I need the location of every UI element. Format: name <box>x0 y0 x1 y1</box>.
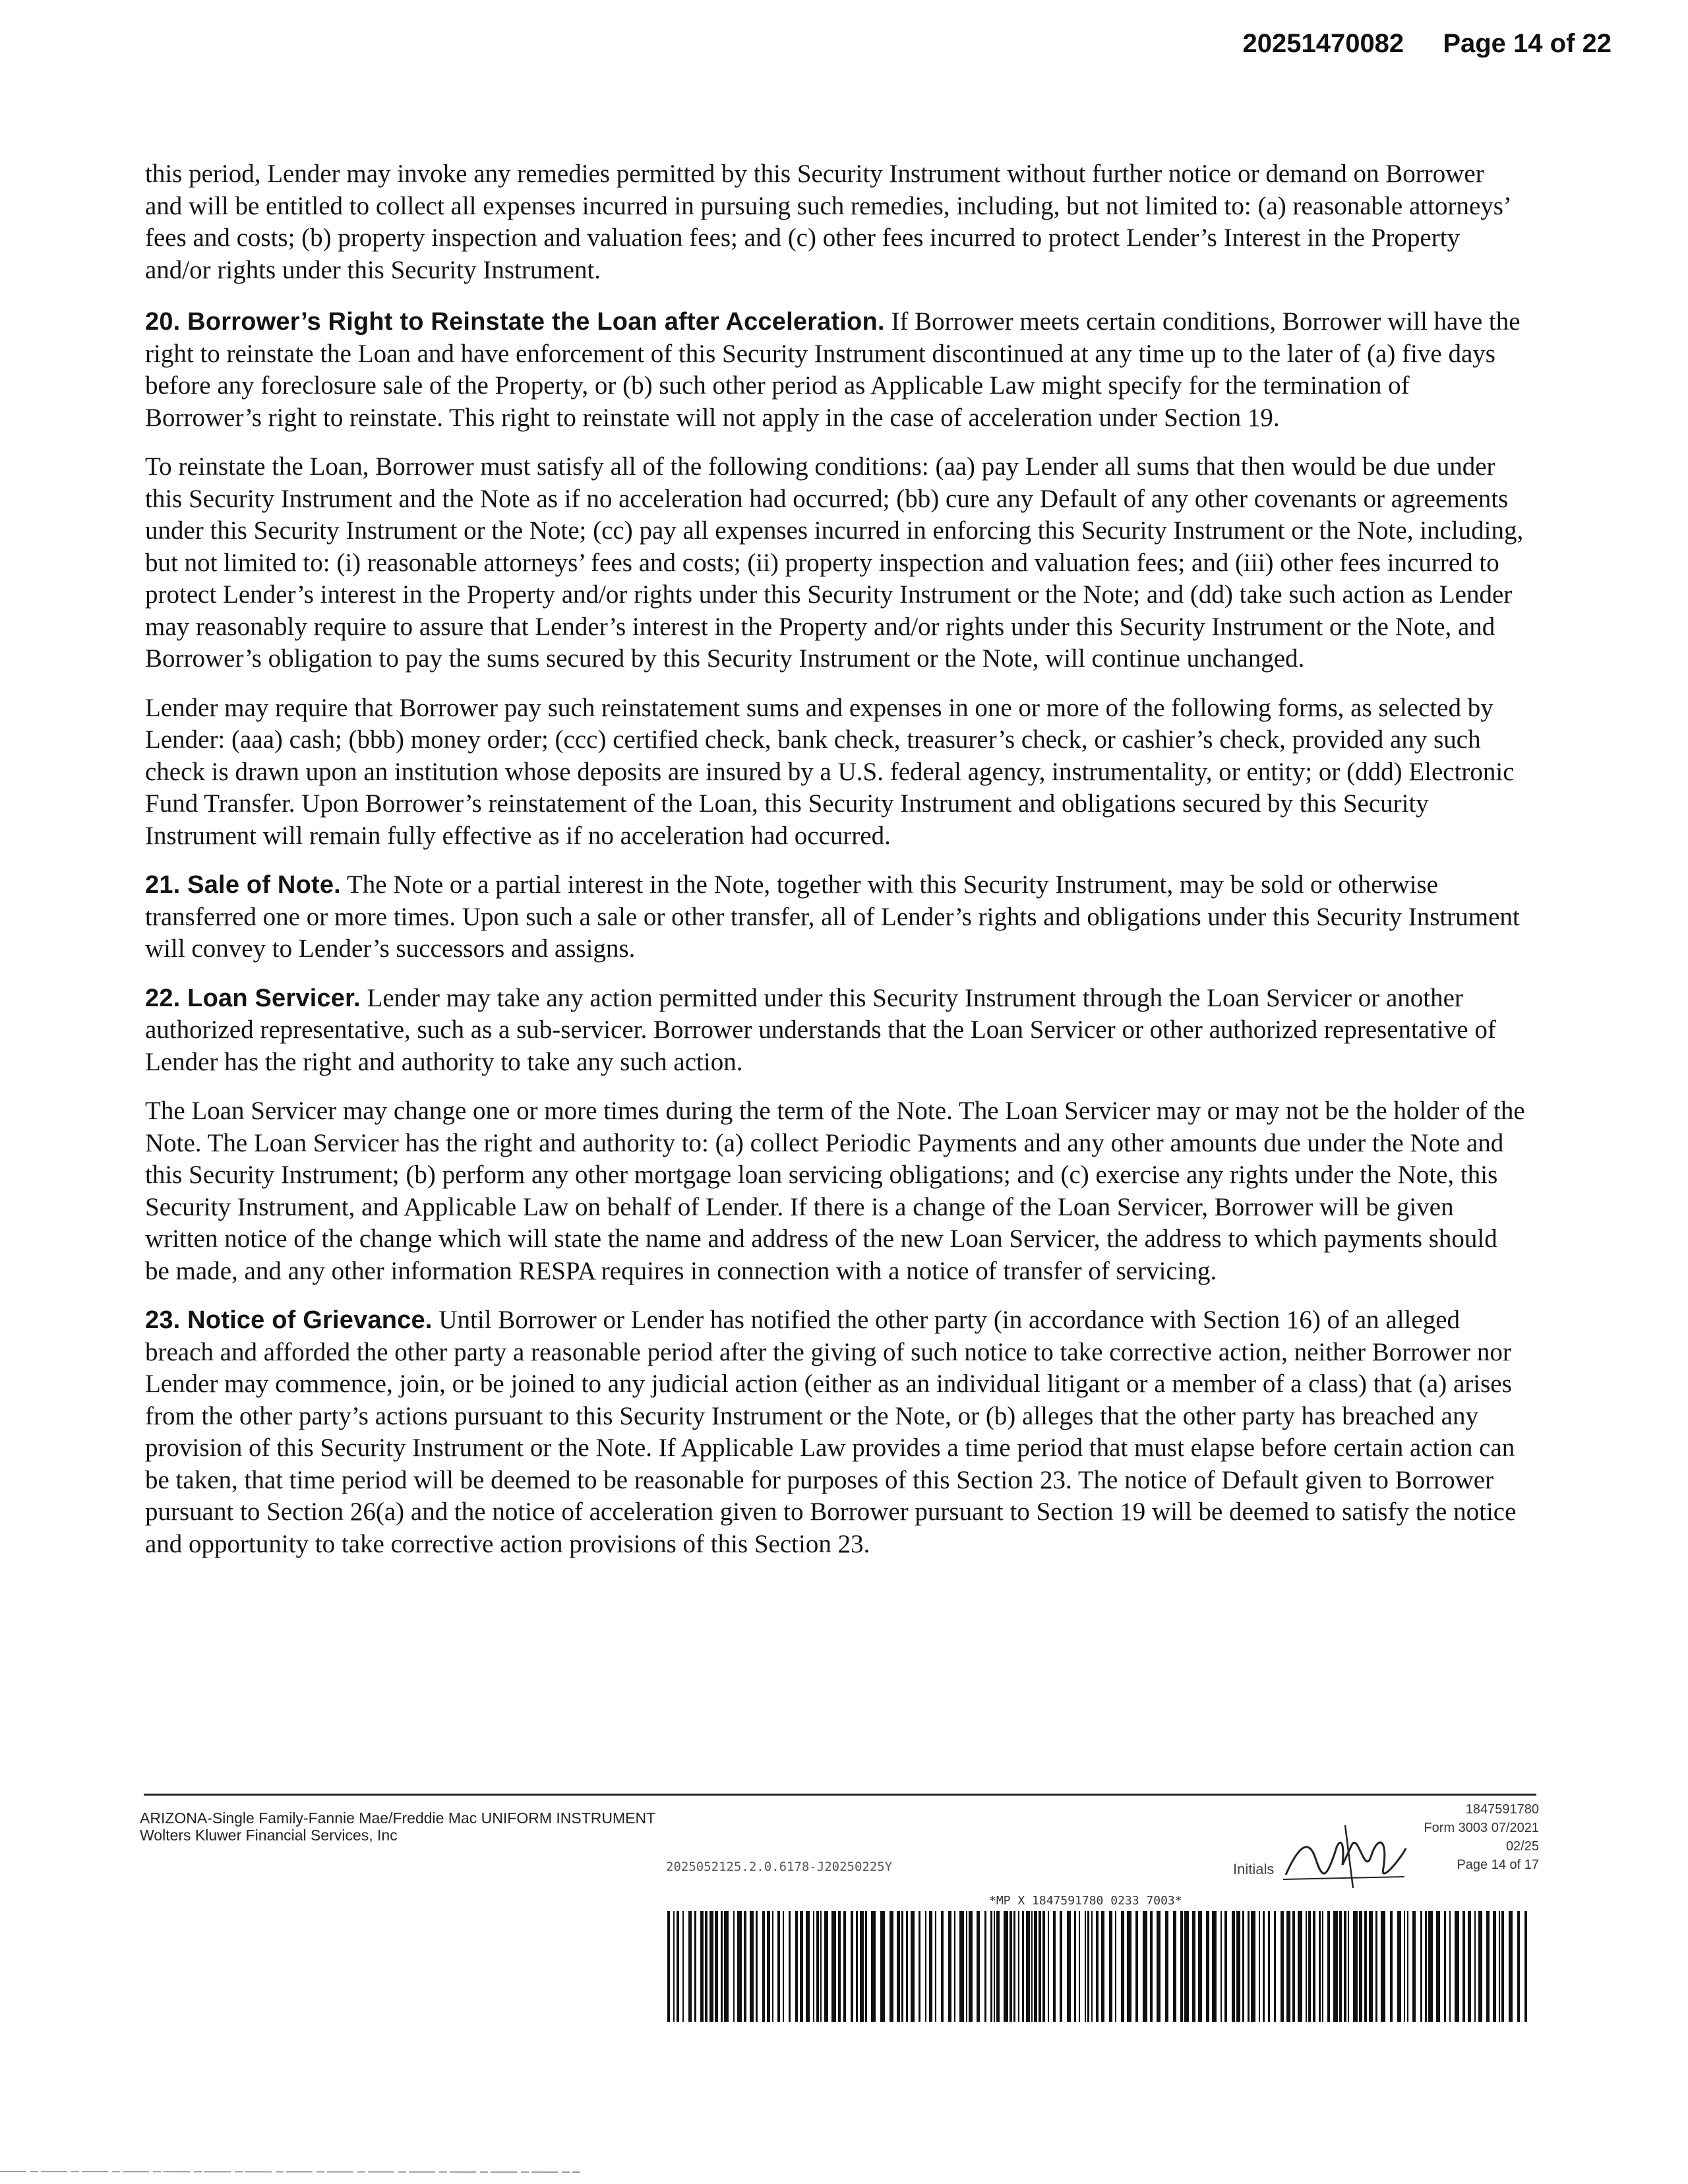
document-body <box>145 158 1527 1577</box>
scan-artifact <box>0 2169 593 2175</box>
publisher-name: Wolters Kluwer Financial Services, Inc <box>140 1827 398 1844</box>
section-21-heading: 21. Sale of Note. <box>145 871 341 899</box>
section-21-text: The Note or a partial interest in the Note, together with this Security Instrument, may be sold or otherwise transferred one or more times. Upon such a sale or other transfer, all of Lender’s rights and obligations under this Security Instrument will convey to Lender’s successors and assigns. <box>145 870 1520 963</box>
section-23-text: Until Borrower or Lender has notified the other party (in accordance with Section 16) of an alleged breach and afforded the other party a reasonable period after the giving of such notice to take corrective action, neither Borrower nor Lender may commence, join, or be joined to any judicial action (either as an individual litigant or a member of a class) that (a) arises from the other party’s actions pursuant to this Security Instrument or the Note, or (b) alleges that the other party has breached any provision of this Security Instrument or the Note. If Applicable Law provides a time period that must elapse before certain action can be taken, that time period will be deemed to be reasonable for purposes of this Section 23. The notice of Default given to Borrower pursuant to Section 26(a) and the notice of acceleration given to Borrower pursuant to Section 19 will be deemed to satisfy the notice and opportunity to take corrective action provisions of this Section 23. <box>145 1306 1517 1558</box>
section-20-paragraph-2: To reinstate the Loan, Borrower must satisfy all of the following conditions: (aa) pay Lender all sums that then would be due under this Security Instrument and the Note as if no acceleration had occurred; (bb) cure any Default of any other covenants or agreements under this Security Instrument or the Note; (cc) pay all expenses incurred in enforcing this Security Instrument or the Note, including, but not limited to: (i) reasonable attorneys’ fees and costs; (ii) property inspection and valuation fees; and (iii) other fees incurred to protect Lender’s interest in the Property and/or rights under this Security Instrument or the Note; and (dd) take such action as Lender may reasonably require to assure that Lender’s interest in the Property and/or rights under this Security Instrument or the Note, and Borrower’s obligation to pay the sums secured by this Security Instrument or the Note, will continue unchanged. <box>145 452 1524 673</box>
form-title: ARIZONA-Single Family-Fannie Mae/Freddie Mac UNIFORM INSTRUMENT <box>140 1809 656 1827</box>
continued-paragraph: this period, Lender may invoke any remedies permitted by this Security Instrument without further notice or demand on Borrower and will be entitled to collect all expenses incurred in pursuing such remedies, including, but not limited to: (a) reasonable attorneys’ fees and costs; (b) property inspection and valuation fees; and (c) other fees incurred to protect Lender’s Interest in the Property and/or rights under this Security Instrument. <box>145 160 1511 284</box>
section-20-heading: 20. Borrower’s Right to Reinstate the Loan after Acceleration. <box>145 308 885 336</box>
section-22-heading: 22. Loan Servicer. <box>145 984 361 1012</box>
section-23-heading: 23. Notice of Grievance. <box>145 1306 433 1334</box>
loan-number: 1847591780 <box>1465 1802 1539 1817</box>
document-id: 2025052125.2.0.6178-J20250225Y <box>666 1860 893 1874</box>
section-21-paragraph <box>145 869 1527 965</box>
section-20-paragraph-3: Lender may require that Borrower pay such reinstatement sums and expenses in one or more of the following forms, as selected by Lender: (aaa) cash; (bbb) money order; (ccc) certified check, bank check, treasurer’s check, or cashier’s check, provided any such check is drawn upon an institution whose deposits are insured by a U.S. federal agency, instrumentality, or entity; or (ddd) Electronic Fund Transfer. Upon Borrower’s reinstatement of the Loan, this Security Instrument and obligations secured by this Security Instrument will remain fully effective as if no acceleration had occurred. <box>145 693 1515 850</box>
section-22-text: Lender may take any action permitted under this Security Instrument through the Loan Servicer or another authorized representative, such as a sub-servicer. Borrower understands that the Loan Servicer or other authorized representative of Lender has the right and authority to take any such action. <box>145 983 1496 1076</box>
footer-form-details <box>1424 1800 1539 1874</box>
initials-label: Initials <box>1233 1861 1275 1877</box>
section-23-paragraph <box>145 1304 1527 1560</box>
footer-form-info <box>140 1809 655 1844</box>
initials-signature <box>1279 1819 1411 1891</box>
section-22-paragraph-2: The Loan Servicer may change one or more times during the term of the Note. The Loan Servicer may or may not be the holder of the Note. The Loan Servicer has the right and authority to: (a) collect Periodic Payments and any other amounts due under the Note and this Security Instrument; (b) perform any other mortgage loan servicing obligations; and (c) exercise any rights under the Note, this Security Instrument, and Applicable Law on behalf of Lender. If there is a change of the Loan Servicer, Borrower will be given written notice of the change which will state the name and address of the new Loan Servicer, the address to which payments should be made, and any other information RESPA requires in connection with a notice of transfer of servicing. <box>145 1097 1525 1285</box>
barcode-icon <box>666 1911 1530 2022</box>
form-number: Form 3003 07/2021 <box>1424 1821 1539 1835</box>
section-20-paragraph-1 <box>145 306 1527 434</box>
section-22-paragraph-1 <box>145 983 1527 1079</box>
footer-divider <box>144 1794 1536 1796</box>
recording-header <box>1242 29 1612 59</box>
form-page-number: Page 14 of 17 <box>1457 1858 1539 1872</box>
section-20-text: If Borrower meets certain conditions, Borrower will have the right to reinstate the Loan and have enforcement of this Security Instrument discontinued at any time up to the later of (a) five days before any foreclosure sale of the Property, or (b) such other period as Applicable Law might specify for the termination of Borrower’s right to reinstate. This right to reinstate will not apply in the case of acceleration under Section 19. <box>145 307 1521 432</box>
form-revision: 02/25 <box>1505 1839 1539 1854</box>
recording-number: 20251470082 <box>1242 29 1404 58</box>
page-indicator: Page 14 of 22 <box>1443 29 1612 58</box>
barcode-caption: *MP X 1847591780 0233 7003* <box>989 1894 1182 1908</box>
